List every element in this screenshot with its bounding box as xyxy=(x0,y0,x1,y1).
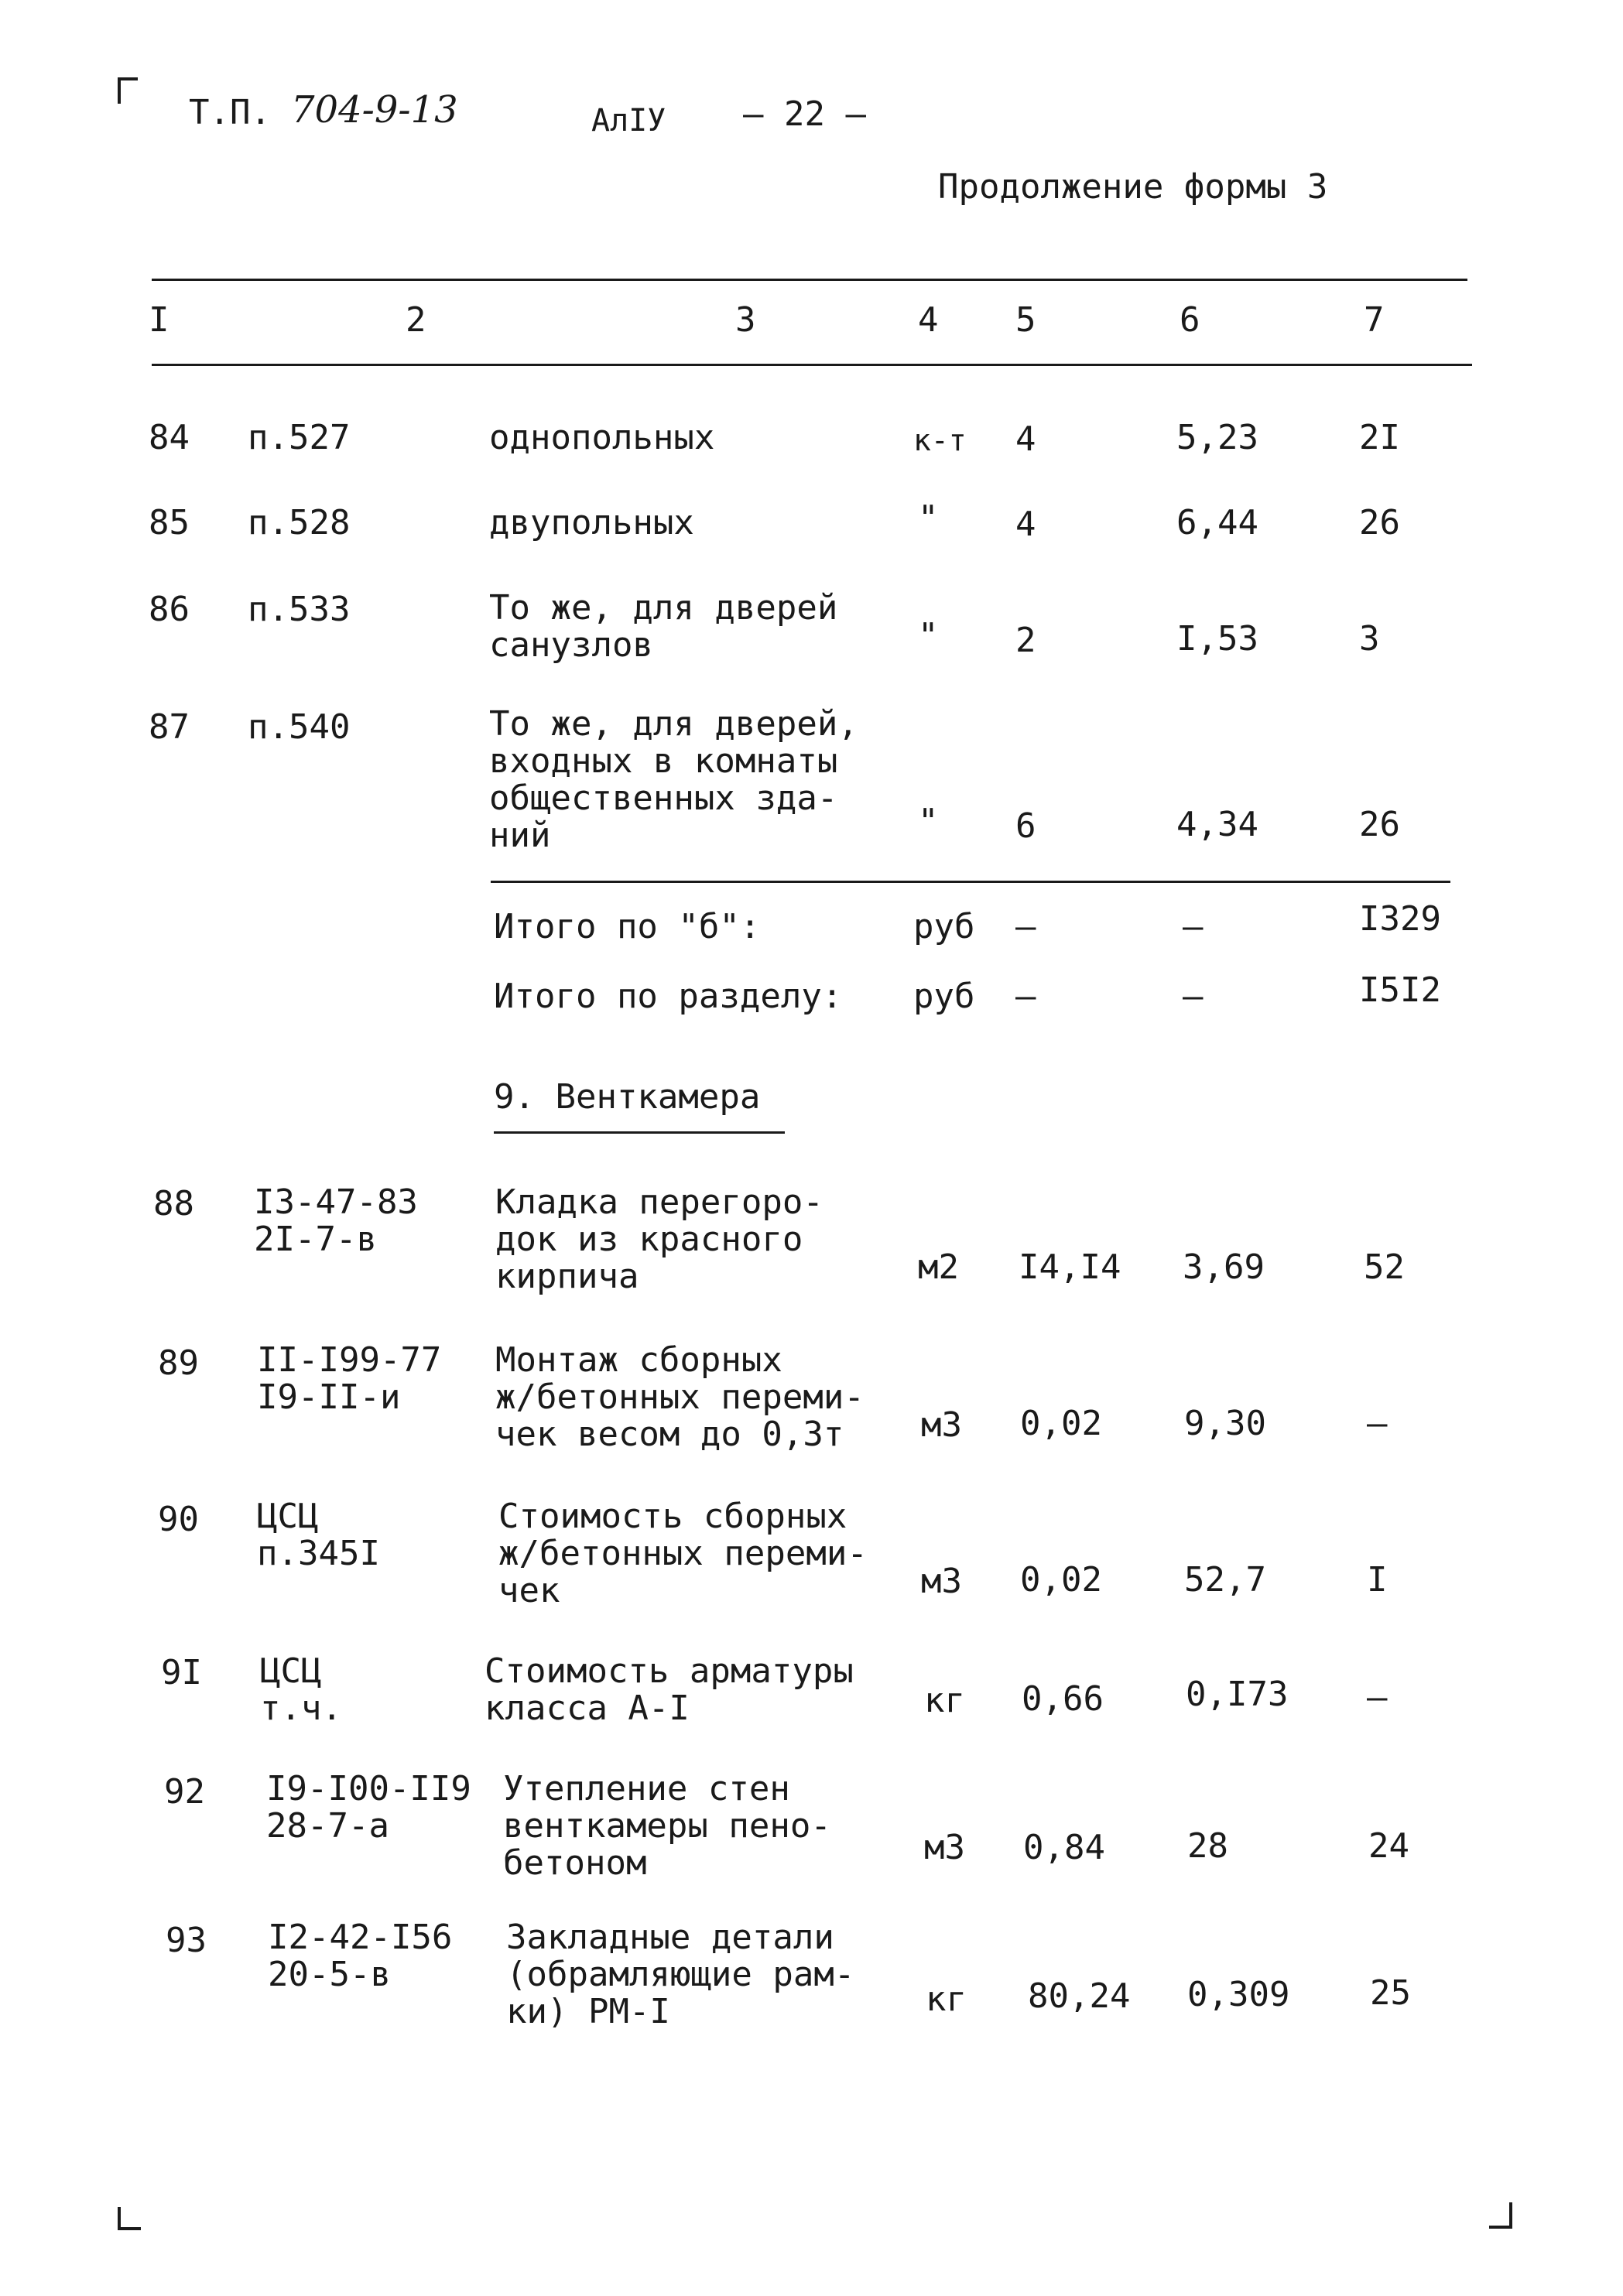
row-number: 93 xyxy=(166,1921,207,1960)
row-name: Закладные детали (обрамляющие рам- ки) РМ-I xyxy=(506,1918,855,2031)
row-code: ЦСЦ п.345I xyxy=(257,1497,380,1573)
row-unit: " xyxy=(918,498,939,538)
row-name: То же, для дверей санузлов xyxy=(489,588,838,665)
row-number: 89 xyxy=(158,1343,199,1383)
row-number: 88 xyxy=(153,1184,194,1223)
col-header: 7 xyxy=(1364,300,1385,340)
row-code: п.533 xyxy=(248,590,351,629)
page-number: — 22 — xyxy=(743,94,866,134)
row-qty: 4 xyxy=(1015,419,1036,459)
row-unit: кг xyxy=(924,1681,965,1720)
row-price: I,53 xyxy=(1176,619,1258,659)
row-unit: м2 xyxy=(918,1247,959,1287)
subtotal-unit: руб xyxy=(913,977,975,1016)
row-total: – xyxy=(1367,1678,1388,1717)
row-qty: 0,84 xyxy=(1023,1828,1105,1867)
row-price: 0,I73 xyxy=(1186,1675,1289,1714)
tp-number: 704-9-13 xyxy=(291,88,458,132)
row-qty: 4 xyxy=(1015,505,1036,544)
row-unit: " xyxy=(918,616,939,655)
subtotal-rule xyxy=(491,881,1450,883)
row-unit: м3 xyxy=(921,1562,962,1601)
row-number: 92 xyxy=(164,1772,205,1812)
row-price: 0,309 xyxy=(1187,1975,1290,2014)
row-price: 6,44 xyxy=(1176,503,1258,542)
col-header: 5 xyxy=(1015,300,1036,340)
corner-mark-top-left xyxy=(118,77,138,104)
row-price: 9,30 xyxy=(1184,1404,1266,1443)
section-title: 9. Венткамера xyxy=(494,1077,761,1117)
subtotal-label: Итого по "б": xyxy=(494,907,761,946)
row-code: I2-42-I56 20-5-в xyxy=(268,1918,453,1994)
row-total: 26 xyxy=(1359,503,1400,542)
subtotal-unit: руб xyxy=(913,907,975,946)
row-code: п.540 xyxy=(248,707,351,747)
row-total: 24 xyxy=(1368,1826,1409,1866)
subtotal-qty: – xyxy=(1015,907,1036,946)
tp-prefix: Т.П. xyxy=(189,93,271,132)
row-number: 85 xyxy=(149,503,190,542)
row-name: То же, для дверей, входных в комнаты общественных зда- ний xyxy=(489,704,858,855)
row-unit: м3 xyxy=(924,1828,965,1867)
row-name: Кладка перегоро- док из красного кирпича xyxy=(495,1182,823,1296)
row-qty: 0,02 xyxy=(1020,1560,1102,1600)
col-header: 6 xyxy=(1180,300,1200,340)
header-bottom-rule xyxy=(152,364,1472,366)
row-price: 28 xyxy=(1187,1826,1228,1866)
row-qty: 2 xyxy=(1015,621,1036,660)
col-header: I xyxy=(149,300,169,340)
subtotal-price: – xyxy=(1183,907,1204,946)
row-unit: " xyxy=(918,802,939,841)
row-total: 52 xyxy=(1364,1247,1405,1287)
subtotal-qty: – xyxy=(1015,977,1036,1016)
row-qty: 0,02 xyxy=(1020,1404,1102,1443)
row-name: однопольных xyxy=(489,418,715,457)
row-qty: I4,I4 xyxy=(1019,1247,1121,1287)
row-qty: 0,66 xyxy=(1022,1679,1104,1719)
subtotal-total: I5I2 xyxy=(1359,970,1441,1010)
row-code: ЦСЦ т.ч. xyxy=(260,1651,342,1728)
row-code: п.527 xyxy=(248,418,351,457)
row-number: 87 xyxy=(149,707,190,747)
row-code: I9-I00-II9 28-7-а xyxy=(266,1769,471,1846)
row-number: 90 xyxy=(158,1500,199,1539)
subtotal-total: I329 xyxy=(1359,899,1441,939)
row-price: 5,23 xyxy=(1176,418,1258,457)
row-number: 86 xyxy=(149,590,190,629)
row-code: II-I99-77 I9-II-и xyxy=(257,1340,442,1417)
section-underline xyxy=(494,1131,785,1134)
row-name: Стоимость сборных ж/бетонных переми- чек xyxy=(498,1497,868,1610)
row-name: Стоимость арматуры класса А-I xyxy=(485,1651,854,1728)
row-price: 52,7 xyxy=(1184,1560,1266,1600)
row-total: 2I xyxy=(1359,418,1400,457)
subtotal-label: Итого по разделу: xyxy=(494,977,843,1016)
row-total: I xyxy=(1367,1560,1388,1600)
row-code: I3-47-83 2I-7-в xyxy=(254,1182,418,1259)
row-total: – xyxy=(1367,1404,1388,1443)
row-number: 84 xyxy=(149,418,190,457)
row-price: 3,69 xyxy=(1183,1247,1265,1287)
row-name: двупольных xyxy=(489,503,694,542)
row-unit: кг xyxy=(926,1979,967,2019)
row-unit: к-т xyxy=(913,423,967,457)
col-header: 3 xyxy=(735,300,756,340)
album-code: АлIУ xyxy=(591,103,666,139)
row-code: п.528 xyxy=(248,503,351,542)
row-qty: 6 xyxy=(1015,806,1036,846)
row-qty: 80,24 xyxy=(1028,1976,1131,2016)
row-total: 3 xyxy=(1359,619,1380,659)
row-price: 4,34 xyxy=(1176,805,1258,844)
col-header: 2 xyxy=(406,300,426,340)
row-unit: м3 xyxy=(921,1405,962,1445)
row-name: Утепление стен венткамеры пено- бетоном xyxy=(503,1769,831,1883)
header-top-rule xyxy=(152,279,1467,281)
subtotal-price: – xyxy=(1183,977,1204,1016)
form-continuation: Продолжение формы 3 xyxy=(938,167,1328,207)
corner-mark-bottom-right xyxy=(1489,2202,1512,2229)
row-number: 9I xyxy=(161,1653,202,1692)
row-total: 25 xyxy=(1370,1973,1411,2013)
row-total: 26 xyxy=(1359,805,1400,844)
corner-mark-bottom-left xyxy=(118,2207,141,2230)
col-header: 4 xyxy=(918,300,939,340)
row-name: Монтаж сборных ж/бетонных переми- чек весом до 0,3т xyxy=(495,1340,865,1454)
